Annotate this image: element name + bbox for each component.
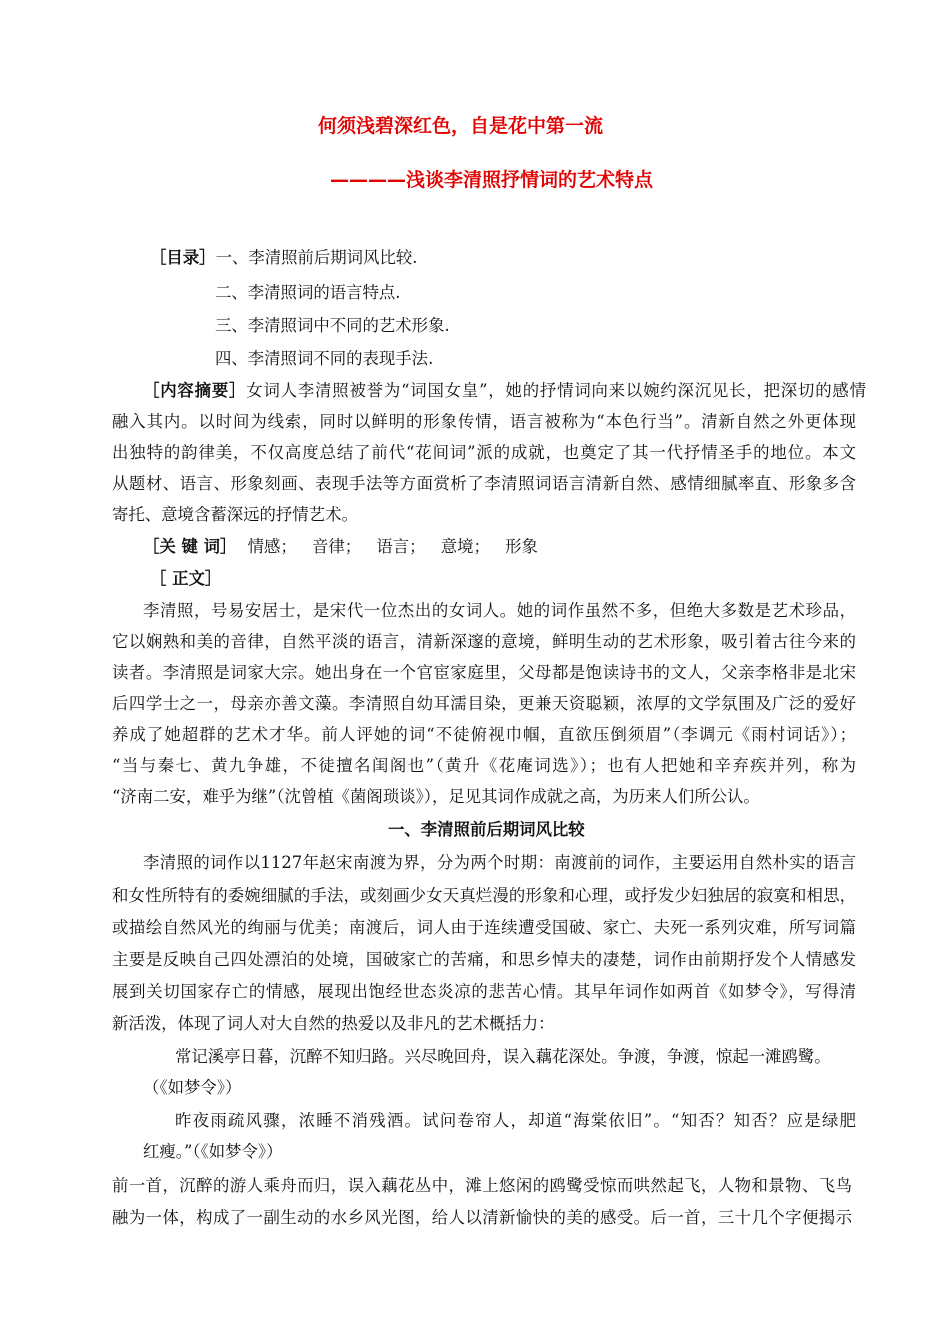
page-subtitle: ————浅谈李清照抒情词的艺术特点 [330, 169, 654, 191]
poem-source: 红瘦。”（《如梦令》） [143, 1142, 283, 1161]
abstract-line: 寄托、意境含蓄深远的抒情艺术。 [112, 505, 358, 524]
keyword: 意境； [440, 537, 490, 556]
abstract-line: 出独特的韵律美，不仅高度总结了前代“花间词”派的成就，也奠定了其一代抒情圣手的地位。本文 [112, 443, 856, 462]
poem-source: （《如梦令》） [143, 1078, 242, 1097]
body-line: “当与秦七、黄九争雄，不徒擅名闺阁也”（黄升《花庵词选》）；也有人把她和辛弃疾并列，称为 [112, 756, 856, 775]
toc-item: 四、李清照词不同的表现手法. [215, 349, 434, 368]
keyword: 语言； [376, 537, 426, 556]
body-line: 它以娴熟和美的音律，自然平淡的语言，清新深邃的意境，鲜明生动的艺术形象，吸引着古往今来的 [112, 632, 856, 651]
abstract-line: 从题材、语言、形象刻画、表现手法等方面赏析了李清照词语言清新自然、感情细腻率直、形象多含 [112, 474, 856, 493]
keyword: 音律； [311, 537, 362, 556]
body-line: 展到关切国家存亡的情感，展现出饱经世态炎凉的悲苦心情。其早年词作如两首《如梦令》，写得清 [112, 982, 856, 1001]
abstract-label: ［内容摘要］ [143, 381, 247, 400]
toc-item: 二、李清照词的语言特点. [215, 283, 401, 302]
body-line: 主要是反映自己四处漂泊的处境，国破家亡的苦痛，和思乡悼夫的凄楚，词作由前期抒发个人情感发 [112, 950, 856, 969]
toc [150, 248, 417, 268]
toc-label: ［目录］ [150, 248, 216, 267]
body-line: 李清照，号易安居士，是宋代一位杰出的女词人。她的词作虽然不多，但绝大多数是艺术珍品， [143, 601, 856, 620]
body-line: 后四学士之一，母亲亦善文藻。李清照自幼耳濡目染，更兼天资聪颖，浓厚的文学氛围及广泛的爱好 [112, 694, 856, 713]
poem-line: 常记溪亭日暮，沉醉不知归路。兴尽晚回舟，误入藕花深处。争渡，争渡，惊起一滩鸥鹭。 [175, 1047, 831, 1066]
abstract-text: 女词人李清照被誉为“词国女皇”，她的抒情词向来以婉约深沉见长，把深切的感情 [246, 381, 866, 400]
keyword: 情感； [247, 537, 297, 556]
body-line: “济南二安，难乎为继”（沈曾植《菌阁琐谈》），足见其词作成就之高，为历来人们所公认。 [112, 787, 760, 806]
abstract-line: 融入其内。以时间为线索，同时以鲜明的形象传情，语言被称为“本色行当”。清新自然之外更体现 [112, 412, 856, 431]
body-line: 李清照的词作以1127年赵宋南渡为界，分为两个时期：南渡前的词作，主要运用自然朴实的语言 [143, 853, 856, 872]
body-line: 前一首，沉醉的游人乘舟而归，误入藕花丛中，滩上悠闲的鸥鹭受惊而哄然起飞，人物和景物、飞鸟 [112, 1176, 852, 1195]
body-line: 读者。李清照是词家大宗。她出身在一个官宦家庭里，父母都是饱读诗书的文人，父亲李格非是北宋 [112, 663, 856, 682]
body-line: 新活泼，体现了词人对大自然的热爱以及非凡的艺术概括力： [112, 1014, 555, 1033]
body-line: 和女性所特有的委婉细腻的手法，或刻画少女天真烂漫的形象和心理，或抒发少妇独居的寂寞和相思， [112, 886, 856, 905]
abstract-line [143, 381, 866, 401]
poem-line: 昨夜雨疏风骤，浓睡不消残酒。试问卷帘人，却道“海棠依旧”。“知否？知否？应是绿肥 [175, 1111, 856, 1130]
body-line: 或描绘自然风光的绚丽与优美；南渡后，词人由于连续遭受国破、家亡、夫死一系列灾难，所写词篇 [112, 918, 856, 937]
body-line: 融为一体，构成了一副生动的水乡风光图，给人以清新愉快的美的感受。后一首，三十几个字便揭示 [112, 1208, 852, 1227]
body-line: 养成了她超群的艺术才华。前人评她的词“不徒俯视巾帼，直欲压倒须眉”（李调元《雨村词话》）； [112, 725, 856, 744]
keywords-label: ［关 键 词］ [143, 537, 237, 556]
page-title: 何须浅碧深红色，自是花中第一流 [318, 115, 604, 137]
toc-item: 三、李清照词中不同的艺术形象. [215, 316, 450, 335]
section-heading: 一、李清照前后期词风比较 [388, 820, 585, 839]
body-label: ［ 正文］ [150, 569, 222, 588]
keyword: 形象 [505, 537, 538, 556]
keywords [143, 537, 538, 557]
toc-item: 一、李清照前后期词风比较. [215, 248, 418, 267]
